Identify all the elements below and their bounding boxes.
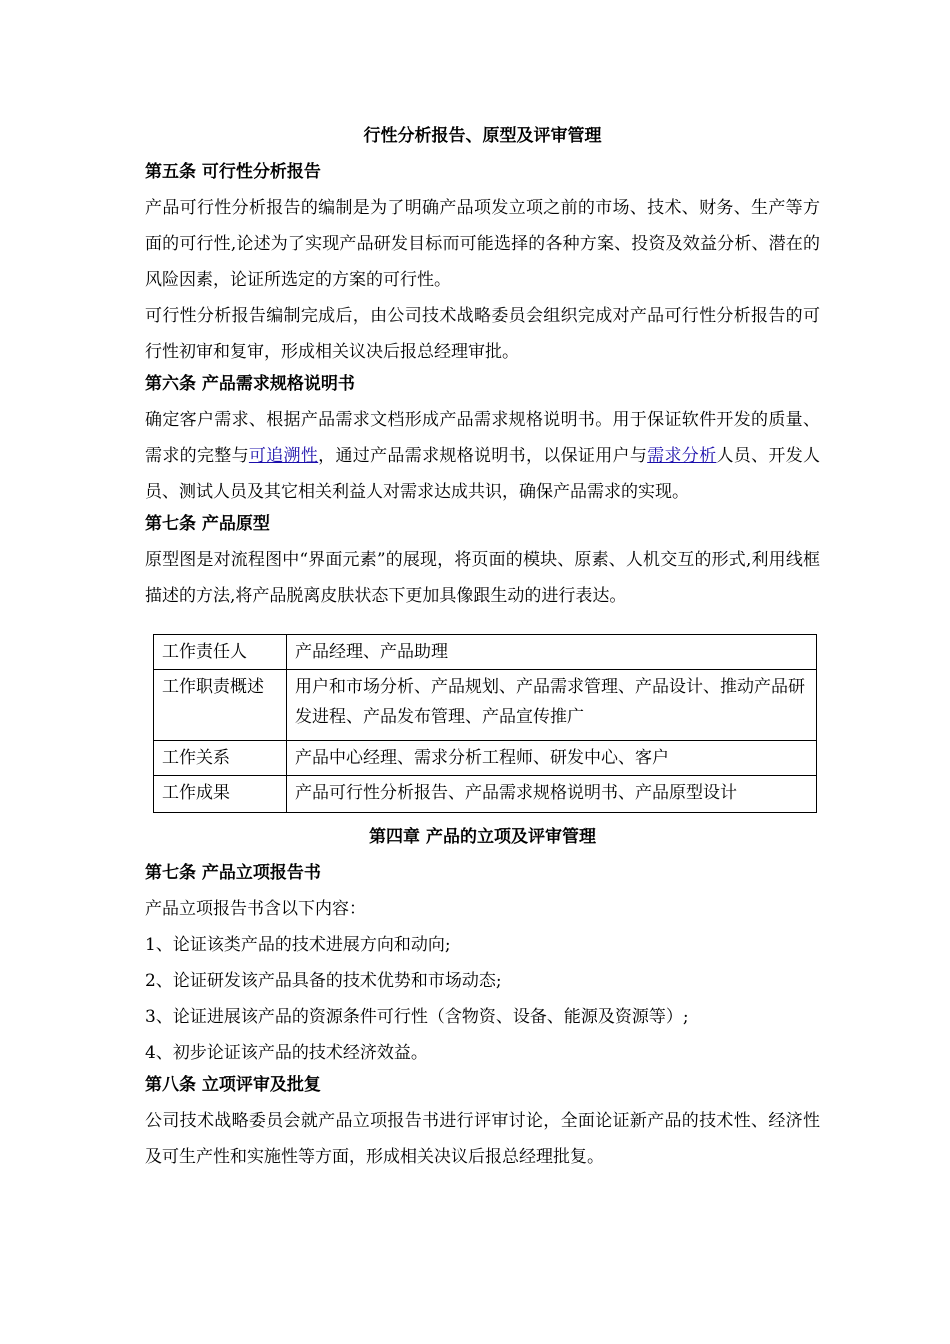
table-row	[154, 741, 817, 776]
document-title: 行性分析报告、原型及评审管理	[363, 126, 602, 146]
table-label-cell: 工作责任人	[154, 635, 287, 670]
table-value-cell: 用户和市场分析、产品规划、产品需求管理、产品设计、推动产品研发进程、产品发布管理、产品宣传推广	[287, 670, 817, 741]
table-value-cell: 产品中心经理、需求分析工程师、研发中心、客户	[287, 741, 817, 776]
requirements-analysis-link[interactable]: 需求分析	[647, 446, 717, 466]
table-value-cell: 产品可行性分析报告、产品需求规格说明书、产品原型设计	[287, 776, 817, 813]
table-label-cell: 工作成果	[154, 776, 287, 813]
table-row	[154, 635, 817, 670]
article-7b-intro: 产品立项报告书含以下内容：	[145, 899, 366, 919]
article-6-heading: 第六条 产品需求规格说明书	[145, 374, 355, 394]
list-item: 2、论证研发该产品具备的技术优势和市场动态;	[145, 971, 502, 991]
article-7-heading: 第七条 产品原型	[145, 514, 270, 534]
list-item: 4、初步论证该产品的技术经济效益。	[145, 1043, 428, 1063]
article-6-text-b: ，通过产品需求规格说明书，以保证用户与	[318, 446, 648, 466]
article-5-heading: 第五条 可行性分析报告	[145, 162, 321, 182]
article-6-paragraph	[145, 402, 820, 510]
list-item: 1、论证该类产品的技术进展方向和动向;	[145, 935, 451, 955]
article-8-paragraph: 公司技术战略委员会就产品立项报告书进行评审讨论，全面论证新产品的技术性、经济性及可生产性和实施性等方面，形成相关决议后报总经理批复。	[145, 1111, 820, 1167]
responsibility-table	[153, 634, 817, 813]
table-label-cell: 工作关系	[154, 741, 287, 776]
table-row	[154, 670, 817, 741]
chapter-4-title: 第四章 产品的立项及评审管理	[369, 827, 596, 847]
traceability-link[interactable]: 可追溯性	[248, 446, 319, 466]
document-page	[145, 122, 820, 1175]
article-5-paragraph-1: 产品可行性分析报告的编制是为了明确产品项发立项之前的市场、技术、财务、生产等方面的可行性,论述为了实现产品研发目标而可能选择的各种方案、投资及效益分析、潜在的风险因素，论证所选定的方案的可行性。	[145, 198, 820, 290]
table-value-cell: 产品经理、产品助理	[287, 635, 817, 670]
article-8-heading: 第八条 立项评审及批复	[145, 1075, 321, 1095]
article-6-text-c: 人员、开发人员、测试人员及其它相关利益人对需求达成共识，确保产品需求的实现。	[145, 446, 821, 502]
list-item: 3、论证进展该产品的资源条件可行性（含物资、设备、能源及资源等）;	[145, 1007, 689, 1027]
article-5-paragraph-2: 可行性分析报告编制完成后，由公司技术战略委员会组织完成对产品可行性分析报告的可行性初审和复审，形成相关议决后报总经理审批。	[145, 306, 820, 362]
article-7b-heading: 第七条 产品立项报告书	[145, 863, 321, 883]
article-7-paragraph: 原型图是对流程图中“界面元素”的展现，将页面的模块、原素、人机交互的形式,利用线框描述的方法,将产品脱离皮肤状态下更加具像跟生动的进行表达。	[145, 550, 820, 606]
article-6-text-a: 确定客户需求、根据产品需求文档形成产品需求规格说明书。用于保证软件开发的质量、需求的完整与	[145, 410, 820, 466]
table-row	[154, 776, 817, 813]
table-label-cell: 工作职责概述	[154, 670, 287, 741]
